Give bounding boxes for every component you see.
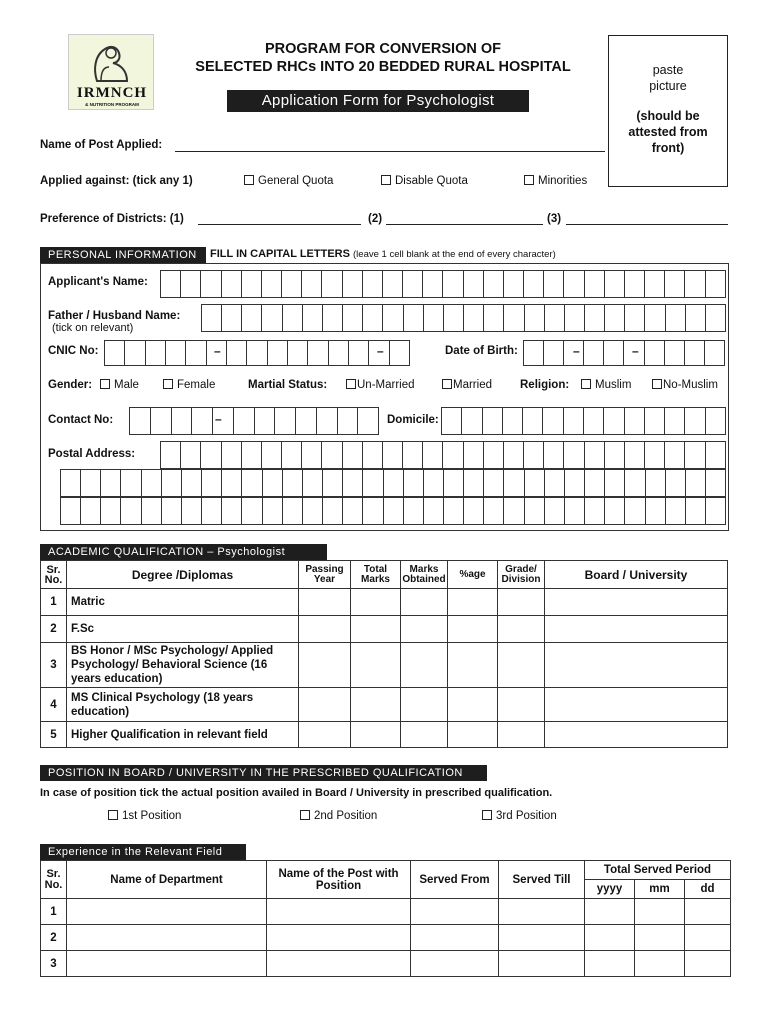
logo [68,34,154,110]
letter-cell[interactable] [542,408,562,434]
letter-cell[interactable] [221,498,241,524]
academic-bar: ACADEMIC QUALIFICATION – Psychologist [40,544,327,560]
letter-cell[interactable] [241,442,261,468]
letter-cell[interactable] [544,498,564,524]
letter-cell[interactable] [685,305,705,331]
letter-cell[interactable] [281,271,301,297]
unmarried-checkbox[interactable]: Un-Married [346,379,415,391]
letter-cell[interactable] [543,271,563,297]
letter-cell[interactable] [200,271,220,297]
dob-cells[interactable] [523,340,725,366]
district-2-label: (2) [368,213,383,225]
letter-cell[interactable] [664,442,684,468]
exp-col-from: Served From [411,861,499,899]
non-muslim-checkbox[interactable]: No-Muslim [652,379,718,391]
letter-cell[interactable] [321,442,341,468]
letter-cell[interactable] [664,408,684,434]
letter-cell[interactable] [322,470,342,496]
letter-cell[interactable] [684,341,704,365]
general-quota-checkbox[interactable]: General Quota [244,175,333,187]
academic-table [40,560,728,748]
letter-cell[interactable] [181,470,201,496]
letter-cell[interactable] [604,498,624,524]
letter-cell[interactable] [564,498,584,524]
letter-cell[interactable] [564,470,584,496]
letter-cell[interactable] [165,341,185,365]
col-age: %age [448,561,498,589]
letter-cell[interactable] [665,470,685,496]
letter-cell[interactable] [321,271,341,297]
letter-cell[interactable] [161,498,181,524]
letter-cell[interactable] [389,341,409,365]
minorities-checkbox[interactable]: Minorities [524,175,587,187]
letter-cell[interactable] [221,470,241,496]
exp-col-total: Total Served Period [585,861,731,880]
exp-col-sr: Sr. No. [41,861,67,899]
letter-cell[interactable] [705,442,725,468]
table-row: 4 MS Clinical Psychology (18 years education) [41,688,728,722]
letter-cell[interactable] [604,470,624,496]
letter-cell[interactable] [543,341,563,365]
letter-cell[interactable] [463,442,483,468]
letter-cell[interactable] [664,271,684,297]
letter-cell[interactable] [180,271,200,297]
letter-cell[interactable] [191,408,212,434]
letter-cell[interactable] [583,408,603,434]
letter-cell[interactable] [262,498,282,524]
table-row: 1 [41,899,731,925]
letter-cell[interactable] [503,498,523,524]
letter-cell[interactable] [483,498,503,524]
letter-cell[interactable] [563,408,583,434]
domicile-label: Domicile: [387,414,439,426]
letter-cell[interactable] [316,408,337,434]
table-row: 5 Higher Qualification in relevant field [41,722,728,748]
letter-cell[interactable] [202,305,221,331]
letter-cell[interactable] [261,442,281,468]
letter-cell[interactable] [685,470,705,496]
letter-cell[interactable] [584,470,604,496]
letter-cell[interactable] [328,341,348,365]
letter-cell[interactable] [443,305,463,331]
letter-cell[interactable] [423,498,443,524]
letter-cell[interactable] [362,470,382,496]
letter-cell[interactable] [342,305,362,331]
letter-cell[interactable] [120,498,140,524]
table-row: 2 F.Sc [41,616,728,643]
letter-cell[interactable] [362,305,382,331]
letter-cell[interactable] [100,498,120,524]
letter-cell[interactable] [624,271,644,297]
table-row: 3 BS Honor / MSc Psychology/ Applied Psychology/ Behavioral Science (16 years education) [41,643,728,688]
table-row: 1 Matric [41,589,728,616]
father-name-label: Father / Husband Name: [48,310,181,322]
letter-cell[interactable] [483,305,503,331]
female-checkbox[interactable]: Female [163,379,215,391]
letter-cell[interactable] [201,498,221,524]
capital-letters-note: FILL IN CAPITAL LETTERS (leave 1 cell blank at the end of every character) [210,248,556,260]
letter-cell[interactable] [684,408,704,434]
logo-subtext: & NUTRITION PROGRAM [85,102,139,107]
letter-cell[interactable] [254,408,275,434]
letter-cell[interactable] [241,498,261,524]
letter-cell[interactable] [61,498,80,524]
contact-label: Contact No: [48,414,114,426]
letter-cell[interactable] [241,271,261,297]
letter-cell[interactable] [524,470,544,496]
letter-cell[interactable] [524,305,544,331]
letter-cell[interactable] [246,341,266,365]
cnic-label: CNIC No: [48,345,99,357]
exp-col-dd: dd [685,880,731,899]
letter-cell[interactable] [645,498,665,524]
letter-cell[interactable] [705,305,725,331]
second-position-checkbox[interactable]: 2nd Position [300,810,377,822]
col-sr: Sr. No. [41,561,67,589]
letter-cell[interactable] [584,271,604,297]
disable-quota-checkbox[interactable]: Disable Quota [381,175,468,187]
married-checkbox[interactable]: Married [442,379,492,391]
letter-cell[interactable] [301,271,321,297]
letter-cell[interactable] [120,470,140,496]
letter-cell[interactable] [241,305,261,331]
marital-label: Martial Status: [248,379,328,391]
letter-cell[interactable] [503,271,523,297]
letter-cell[interactable] [503,442,523,468]
letter-cell[interactable] [604,271,624,297]
muslim-checkbox[interactable]: Muslim [581,379,631,391]
letter-cell[interactable] [442,442,462,468]
letter-cell[interactable] [463,271,483,297]
letter-cell[interactable] [442,271,462,297]
letter-cell[interactable] [463,305,483,331]
letter-cell[interactable] [145,341,165,365]
letter-cell[interactable] [664,341,684,365]
position-instruction: In case of position tick the actual position availed in Board / University in prescribed qualification. [40,787,553,799]
letter-cell[interactable] [705,498,725,524]
letter-cell[interactable] [644,341,664,365]
letter-cell[interactable] [100,470,120,496]
letter-cell[interactable] [80,470,100,496]
letter-cell[interactable] [483,470,503,496]
experience-table [40,860,731,977]
father-name-note: (tick on relevant) [52,322,134,334]
letter-cell[interactable] [522,408,542,434]
letter-cell[interactable] [483,442,503,468]
letter-cell[interactable] [301,442,321,468]
mother-child-icon [87,41,135,85]
applied-against-label: Applied against: (tick any 1) [40,175,193,187]
letter-cell[interactable] [362,271,382,297]
letter-cell[interactable] [161,271,180,297]
letter-cell[interactable] [382,305,402,331]
letter-cell[interactable] [685,498,705,524]
dob-label: Date of Birth: [445,345,518,357]
letter-cell[interactable] [161,442,180,468]
letter-cell[interactable] [402,442,422,468]
letter-cell[interactable] [105,341,124,365]
letter-cell[interactable] [171,408,192,434]
postal-address-cells-3[interactable] [60,497,726,525]
letter-cell[interactable] [443,498,463,524]
letter-cell[interactable] [624,498,644,524]
letter-cell[interactable] [80,498,100,524]
letter-cell[interactable] [584,305,604,331]
letter-cell[interactable] [704,341,724,365]
letter-cell[interactable] [502,408,522,434]
letter-cell[interactable] [322,498,342,524]
letter-cell[interactable] [665,305,685,331]
letter-cell[interactable] [544,470,564,496]
letter-cell[interactable] [423,470,443,496]
col-total: Total Marks [351,561,401,589]
letter-cell[interactable] [524,498,544,524]
letter-cell[interactable] [523,271,543,297]
districts-label: Preference of Districts: (1) [40,213,184,225]
cnic-cells[interactable] [104,340,410,366]
post-label: Name of Post Applied: [40,139,163,151]
letter-cell[interactable] [130,408,150,434]
cnic-dash-1: – [214,344,221,358]
letter-cell[interactable] [185,341,205,365]
letter-cell[interactable] [644,271,664,297]
letter-cell[interactable] [141,498,161,524]
letter-cell[interactable] [342,498,362,524]
district-1-field[interactable] [198,213,361,225]
letter-cell[interactable] [503,470,523,496]
letter-cell[interactable] [524,341,543,365]
applicant-name-cells[interactable] [160,270,726,298]
exp-col-yyyy: yyyy [585,880,635,899]
dob-dash-1: – [573,344,580,358]
district-2-field[interactable] [386,213,543,225]
letter-cell[interactable] [624,305,644,331]
form-subtitle: Application Form for Psychologist [227,90,529,112]
letter-cell[interactable] [337,408,358,434]
col-board: Board / University [545,561,728,589]
applicant-name-label: Applicant's Name: [48,276,148,288]
district-3-label: (3) [547,213,562,225]
letter-cell[interactable] [382,271,402,297]
letter-cell[interactable] [603,408,623,434]
page-title: PROGRAM FOR CONVERSION OF SELECTED RHCs INTO 20 BEDDED RURAL HOSPITAL [195,41,571,75]
experience-bar: Experience in the Relevant Field [40,844,246,860]
letter-cell[interactable] [403,470,423,496]
letter-cell[interactable] [287,341,307,365]
letter-cell[interactable] [482,408,502,434]
male-checkbox[interactable]: Male [100,379,139,391]
letter-cell[interactable] [463,470,483,496]
table-row: 2 [41,925,731,951]
letter-cell[interactable] [624,470,644,496]
letter-cell[interactable] [463,498,483,524]
exp-col-post: Name of the Post with Position [267,861,411,899]
letter-cell[interactable] [705,470,725,496]
letter-cell[interactable] [583,341,603,365]
letter-cell[interactable] [241,470,261,496]
letter-cell[interactable] [181,498,201,524]
exp-col-dept: Name of Department [67,861,267,899]
letter-cell[interactable] [282,498,302,524]
letter-cell[interactable] [483,271,503,297]
letter-cell[interactable] [684,442,704,468]
letter-cell[interactable] [180,442,200,468]
letter-cell[interactable] [282,470,302,496]
letter-cell[interactable] [307,341,327,365]
letter-cell[interactable] [295,408,316,434]
letter-cell[interactable] [461,408,481,434]
letter-cell[interactable] [161,470,181,496]
letter-cell[interactable] [362,442,382,468]
letter-cell[interactable] [348,341,368,365]
post-field[interactable] [175,140,605,152]
letter-cell[interactable] [261,271,281,297]
letter-cell[interactable] [422,442,442,468]
letter-cell[interactable] [262,470,282,496]
letter-cell[interactable] [383,498,403,524]
letter-cell[interactable] [282,305,302,331]
domicile-cells[interactable] [441,407,726,435]
letter-cell[interactable] [624,442,644,468]
letter-cell[interactable] [603,341,623,365]
letter-cell[interactable] [201,470,221,496]
letter-cell[interactable] [403,498,423,524]
letter-cell[interactable] [705,408,725,434]
religion-label: Religion: [520,379,570,391]
letter-cell[interactable] [403,305,423,331]
letter-cell[interactable] [342,271,362,297]
letter-cell[interactable] [644,442,664,468]
letter-cell[interactable] [226,341,246,365]
letter-cell[interactable] [200,442,220,468]
letter-cell[interactable] [221,442,241,468]
col-grade: Grade/ Division [498,561,545,589]
postal-address-cells-2[interactable] [60,469,726,497]
letter-cell[interactable] [261,305,281,331]
letter-cell[interactable] [362,498,382,524]
letter-cell[interactable] [342,470,362,496]
letter-cell[interactable] [604,442,624,468]
letter-cell[interactable] [523,442,543,468]
letter-cell[interactable] [665,498,685,524]
exp-col-till: Served Till [499,861,585,899]
first-position-checkbox[interactable]: 1st Position [108,810,181,822]
letter-cell[interactable] [442,408,461,434]
letter-cell[interactable] [563,442,583,468]
third-position-checkbox[interactable]: 3rd Position [482,810,557,822]
letter-cell[interactable] [342,442,362,468]
gender-label: Gender: [48,379,93,391]
letter-cell[interactable] [564,305,584,331]
letter-cell[interactable] [274,408,295,434]
letter-cell[interactable] [221,271,241,297]
letter-cell[interactable] [443,470,463,496]
photo-box[interactable]: paste picture (should be attested from front) [608,35,728,187]
letter-cell[interactable] [357,408,378,434]
personal-info-bar: PERSONAL INFORMATION [40,247,206,263]
district-3-field[interactable] [566,213,728,225]
cnic-dash-2: – [377,344,384,358]
letter-cell[interactable] [382,442,402,468]
contact-cells[interactable] [129,407,379,435]
letter-cell[interactable] [302,498,322,524]
letter-cell[interactable] [423,305,443,331]
letter-cell[interactable] [302,470,322,496]
col-passing: Passing Year [299,561,351,589]
letter-cell[interactable] [233,408,254,434]
letter-cell[interactable] [322,305,342,331]
letter-cell[interactable] [267,341,287,365]
letter-cell[interactable] [150,408,171,434]
letter-cell[interactable] [645,470,665,496]
father-name-cells[interactable] [201,304,726,332]
letter-cell[interactable] [543,442,563,468]
letter-cell[interactable] [644,305,664,331]
col-obtained: Marks Obtained [401,561,448,589]
position-bar: POSITION IN BOARD / UNIVERSITY IN THE PRESCRIBED QUALIFICATION [40,765,487,781]
letter-cell[interactable] [281,442,301,468]
contact-dash: – [215,412,222,426]
letter-cell[interactable] [705,271,725,297]
letter-cell[interactable] [684,271,704,297]
dob-dash-2: – [632,344,639,358]
letter-cell[interactable] [544,305,564,331]
col-degree: Degree /Diplomas [67,561,299,589]
letter-cell[interactable] [503,305,523,331]
table-row: 3 [41,951,731,977]
letter-cell[interactable] [584,498,604,524]
postal-address-cells-1[interactable] [160,441,726,469]
letter-cell[interactable] [141,470,161,496]
letter-cell[interactable] [624,408,644,434]
letter-cell[interactable] [644,408,664,434]
letter-cell[interactable] [383,470,403,496]
letter-cell[interactable] [402,271,422,297]
letter-cell[interactable] [422,271,442,297]
letter-cell[interactable] [584,442,604,468]
postal-address-label: Postal Address: [48,448,136,460]
letter-cell[interactable] [221,305,241,331]
letter-cell[interactable] [61,470,80,496]
letter-cell[interactable] [124,341,144,365]
letter-cell[interactable] [563,271,583,297]
letter-cell[interactable] [604,305,624,331]
logo-text: IRMNCH [76,85,148,101]
exp-col-mm: mm [635,880,685,899]
letter-cell[interactable] [302,305,322,331]
